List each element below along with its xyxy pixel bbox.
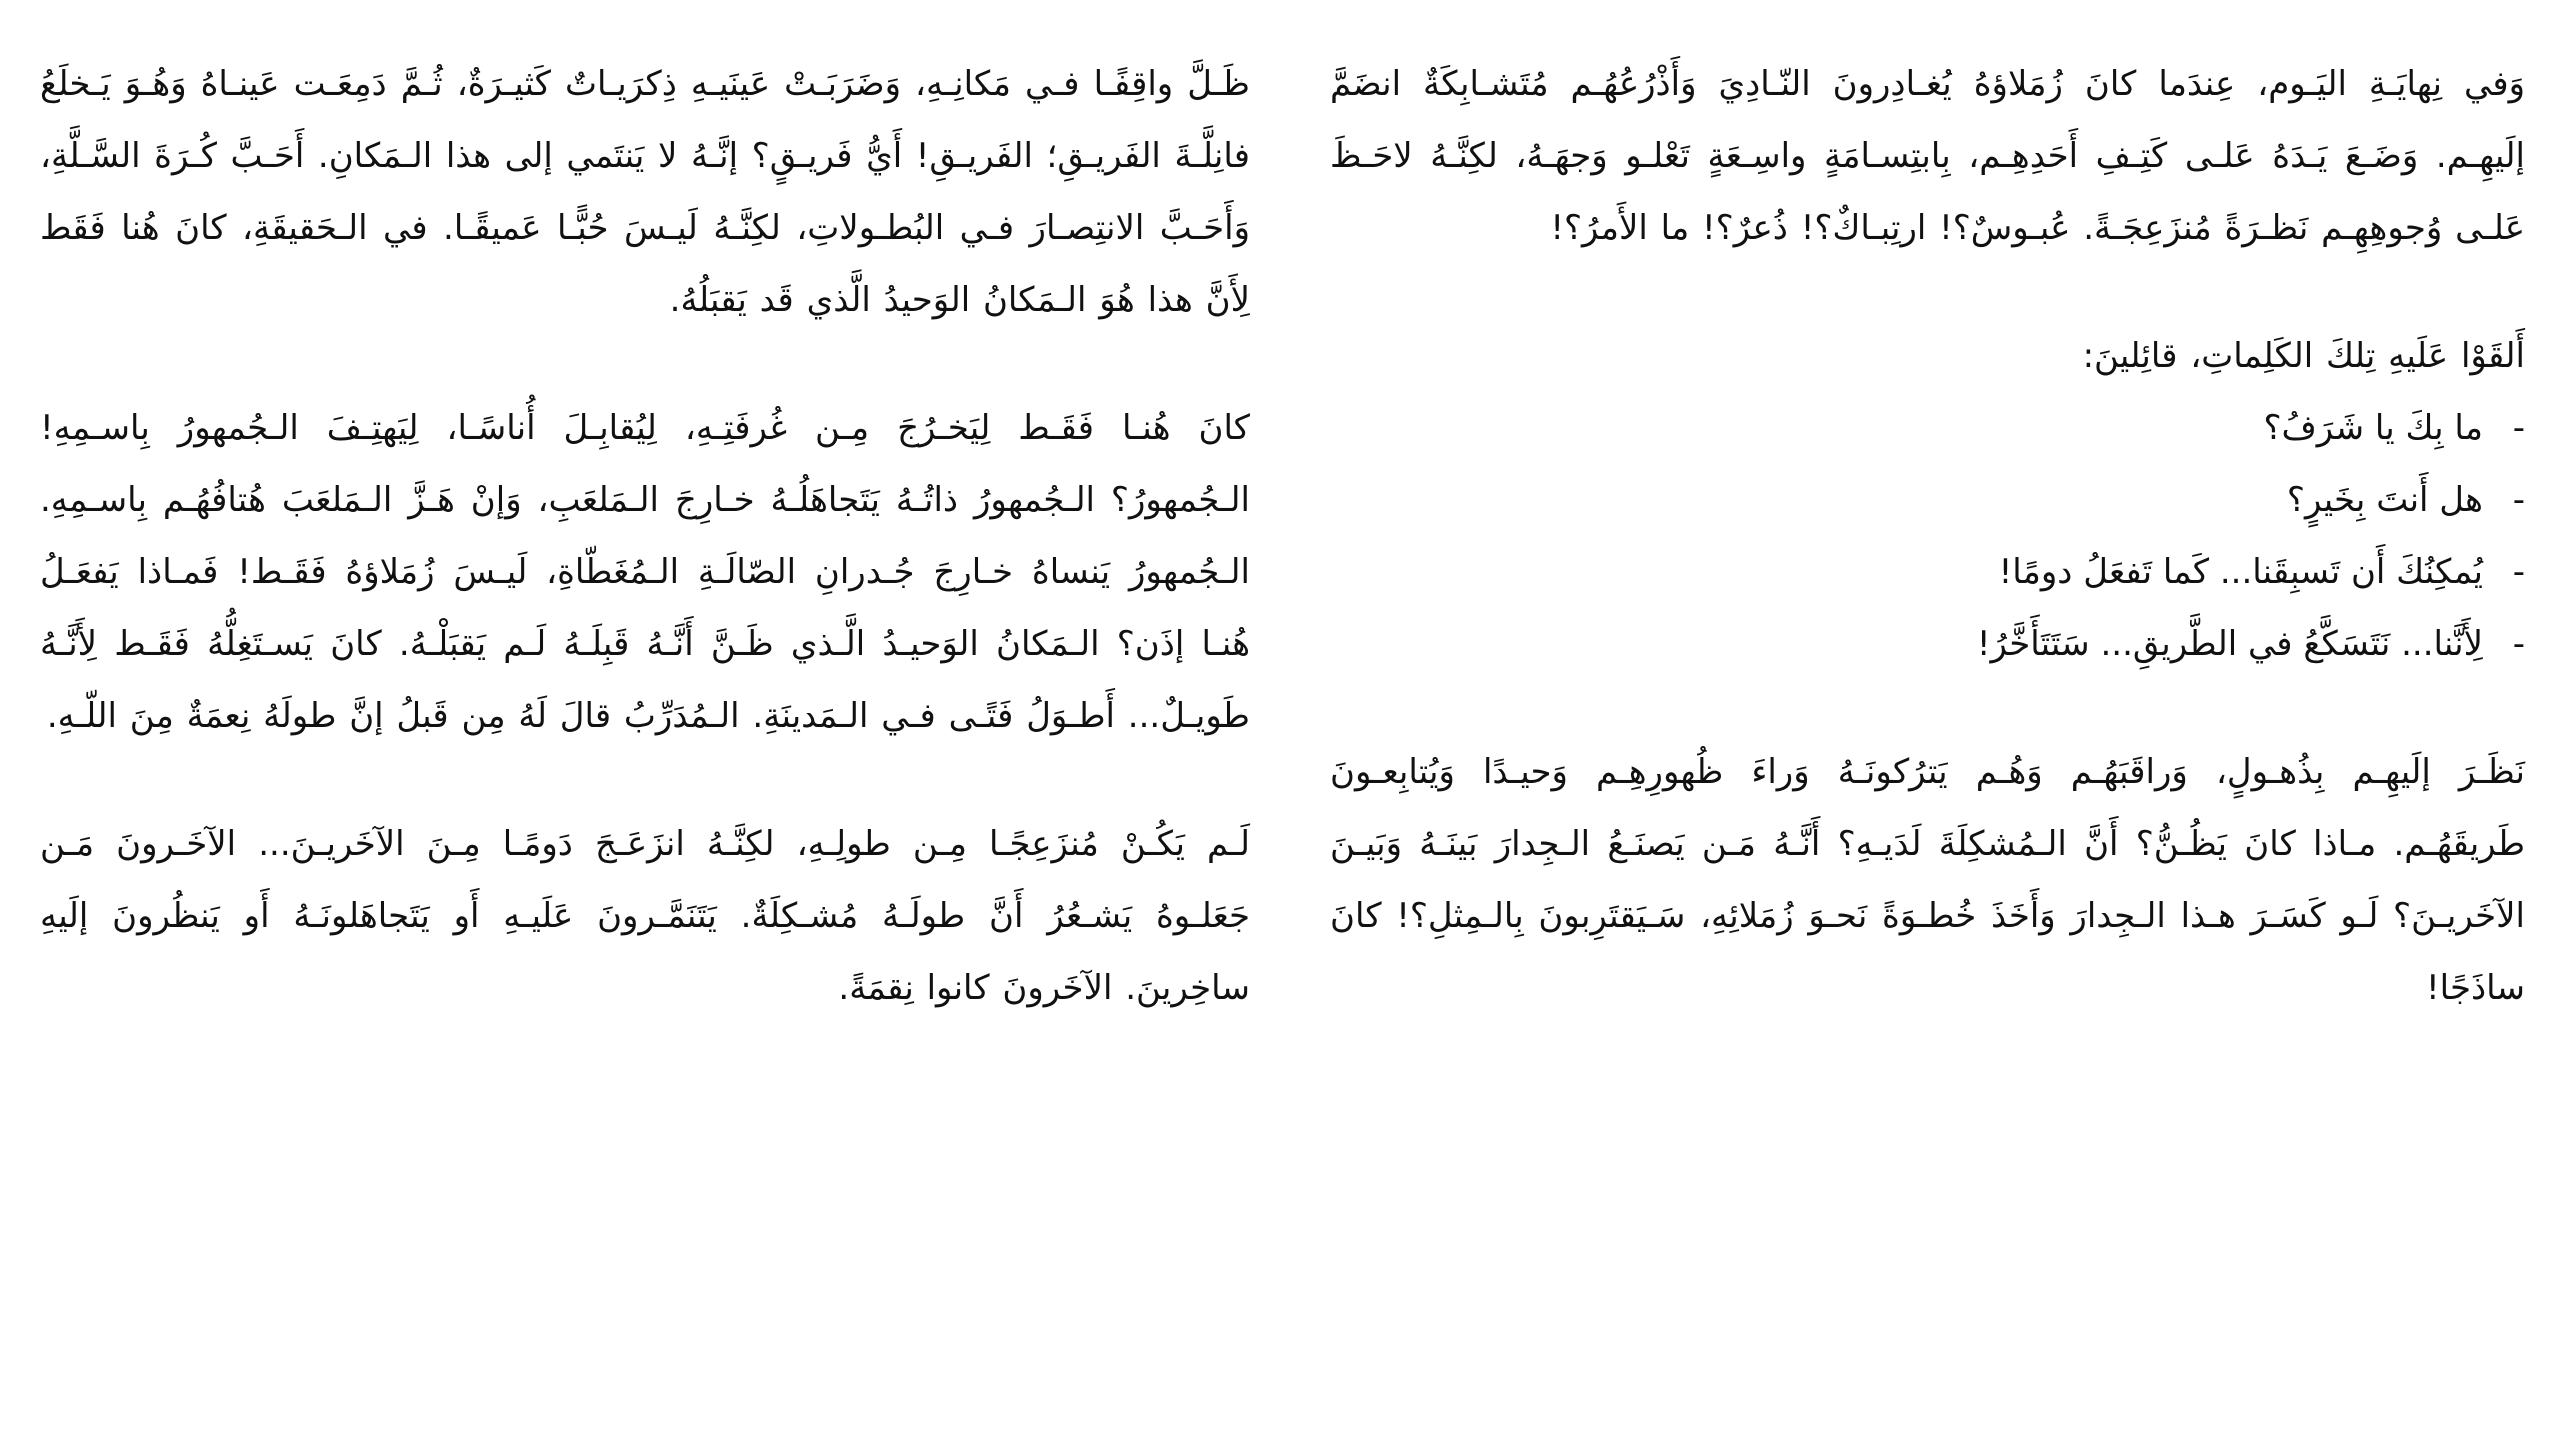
dialogue-line: -يُمكِنُكَ أَن تَسبِقَنا... كَما تَفعَلُ دومًا! xyxy=(1330,536,2525,608)
dash-marker: - xyxy=(2512,480,2525,520)
dash-marker: - xyxy=(2512,552,2525,592)
dialogue-intro: أَلقَوْا عَلَيهِ تِلكَ الكَلِماتِ، قائِلينَ: xyxy=(2082,336,2525,376)
right-page-column xyxy=(1330,48,2525,1080)
paragraph-end-of-day: وَفي نِهايَـةِ اليَـوم، عِندَما كانَ زُمَلاؤهُ يُغـادِرونَ النّـادِيَ وَأَذْرُعُهُـم مُتَشـابِكَةٌ انضَمَّ إلَيهِـم. وَضَـعَ يَـدَهُ عَلـى كَتِـفِ أَحَدِهِـم، بِابتِسـامَةٍ واسِـعَةٍ تَعْلـو وَجهَـهُ، لكِنَّـهُ لاحَـظَ عَلـى وُجوهِهِـم نَظـرَةً مُنزَعِجَـةً. عُبـوسٌ؟! ارتِبـاكٌ؟! ذُعرٌ؟! ما الأَمرُ؟! xyxy=(1330,64,2525,248)
dash-marker: - xyxy=(2512,624,2525,664)
dialogue-line: -ما بِكَ يا شَرَفُ؟ xyxy=(1330,392,2525,464)
dash-marker: - xyxy=(2512,408,2525,448)
paragraph-naive: نَظَـرَ إلَيهِـم بِذُهـولٍ، وَراقَبَهُـم وَهُـم يَترُكونَـهُ وَراءَ ظُهورِهِـم وَحيـدًا وَيُتابِعـونَ طَريقَهُـم. مـاذا كانَ يَظُـنُّ؟ أَنَّ الـمُشكِلَةَ لَدَيـهِ؟ أَنَّـهُ مَـن يَصنَـعُ الـجِدارَ بَينَـهُ وَبَيـنَ الآخَريـنَ؟ لَـو كَسَـرَ هـذا الـجِدارَ وَأَخَذَ خُطـوَةً نَحـوَ زُمَلائِهِ، سَـيَقتَرِبونَ بِالـمِثلِ؟! كانَ ساذَجًا! xyxy=(1330,752,2525,1008)
dialogue-line: -هل أَنتَ بِخَيرٍ؟ xyxy=(1330,464,2525,536)
dialogue-list xyxy=(1330,392,2525,680)
dialogue-line: -لِأَنَّنا... نَتَسَكَّعُ في الطَّريقِ... سَتَتَأَخَّرُ! xyxy=(1330,608,2525,680)
left-page-column xyxy=(40,48,1250,1080)
paragraph-memories: ظَـلَّ واقِفًـا فـي مَكانِـهِ، وَضَرَبَـتْ عَينَيـهِ ذِكرَيـاتٌ كَثيـرَةٌ، ثُـمَّ دَمِعَـت عَينـاهُ وَهُـوَ يَـخلَعُ فانِلَّـةَ الفَريـقِ؛ الفَريـقِ! أَيُّ فَريـقٍ؟ إنَّـهُ لا يَنتَمي إلى هذا الـمَكانِ. أَحَـبَّ كُـرَةَ السَّـلَّةِ، وَأَحَـبَّ الانتِصـارَ فـي البُطـولاتِ، لكِنَّـهُ لَيـسَ حُبًّـا عَميقًـا. في الـحَقيقَةِ، كانَ هُنا فَقَط لِأَنَّ هذا هُوَ الـمَكانُ الوَحيدُ الَّذي قَد يَقبَلُهُ. xyxy=(40,64,1250,320)
paragraph-others: لَـم يَكُـنْ مُنزَعِجًـا مِـن طولِـهِ، لكِنَّـهُ انزَعَـجَ دَومًـا مِـنَ الآخَريـنَ... الآخَـرونَ مَـن جَعَلـوهُ يَشـعُرُ أَنَّ طولَـهُ مُشـكِلَةٌ. يَتَنَمَّـرونَ عَلَيـهِ أَو يَتَجاهَلونَـهُ أَو يَنظُرونَ إلَيهِ ساخِرينَ. الآخَرونَ كانوا نِقمَةً. xyxy=(40,824,1250,1008)
paragraph-crowd: كانَ هُنـا فَقَـط لِيَخـرُجَ مِـن غُرفَتِـهِ، لِيُقابِـلَ أُناسًـا، لِيَهتِـفَ الـجُمهورُ بِاسـمِهِ! الـجُمهورُ؟ الـجُمهورُ ذاتُـهُ يَتَجاهَلُـهُ خـارِجَ الـمَلعَبِ، وَإنْ هَـزَّ الـمَلعَبَ هُتافُهُـم بِاسـمِهِ. الـجُمهورُ يَنساهُ خـارِجَ جُـدرانِ الصّالَـةِ الـمُغَطّاةِ، لَيـسَ زُمَلاؤهُ فَقَـط! فَمـاذا يَفعَـلُ هُنـا إذَن؟ الـمَكانُ الوَحيـدُ الَّـذي ظَـنَّ أَنَّـهُ قَبِلَـهُ لَـم يَقبَلْـهُ. كانَ يَسـتَغِلُّهُ فَقَـط لِأَنَّـهُ طَويـلٌ... أَطـوَلُ فَتًـى فـي الـمَدينَةِ. الـمُدَرِّبُ قالَ لَهُ مِن قَبلُ إنَّ طولَهُ نِعمَةٌ مِنَ اللّـهِ. xyxy=(40,408,1250,736)
